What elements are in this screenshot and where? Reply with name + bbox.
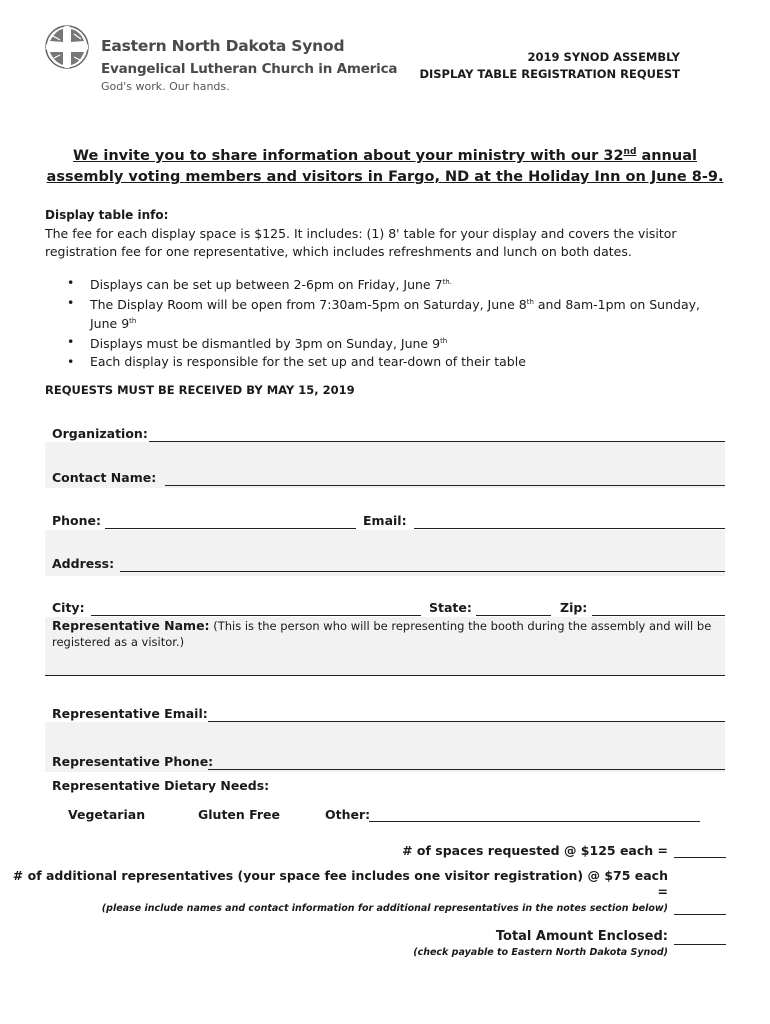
option-vegetarian[interactable]: Vegetarian: [68, 807, 146, 822]
contact-name-label: Contact Name:: [52, 470, 157, 485]
state-field[interactable]: [476, 615, 551, 616]
info-title: Display table info:: [45, 208, 169, 222]
invite-text-1: We invite you to share information about your ministry with our 32: [73, 147, 624, 164]
deadline-notice: REQUESTS MUST BE RECEIVED BY MAY 15, 2019: [45, 383, 355, 397]
rep-email-field[interactable]: [208, 721, 725, 722]
cross-globe-icon: [44, 24, 90, 70]
option-other-label: Other:: [325, 807, 371, 822]
rep-name-label: Representative Name:: [52, 618, 210, 633]
city-label: City:: [52, 600, 85, 615]
document-heading: [419, 49, 680, 83]
list-item: • Displays can be set up between 2-6pm on Friday, June $7^{th.}$: [45, 274, 725, 294]
state-label: State:: [429, 600, 472, 615]
email-label: Email:: [363, 513, 407, 528]
rep-dietary-label: Representative Dietary Needs:: [52, 778, 270, 793]
total-amount-field[interactable]: [674, 944, 726, 945]
contact-name-field[interactable]: [165, 485, 725, 486]
tagline: God's work. Our hands.: [101, 80, 230, 93]
additional-reps-field[interactable]: [674, 914, 726, 915]
address-label: Address:: [52, 556, 115, 571]
invite-text-2: annual assembly voting members and visitors in Fargo, ND at the Holiday Inn on June 8-9.: [46, 147, 724, 185]
phone-label: Phone:: [52, 513, 102, 528]
rep-name-note: (This is the person who will be representing the booth during the assembly and will be registered as a visitor.): [52, 619, 712, 649]
rep-phone-field[interactable]: [208, 769, 725, 770]
spaces-requested-field[interactable]: [674, 857, 726, 858]
org-name: Eastern North Dakota Synod: [101, 37, 345, 55]
additional-reps-equals: =: [657, 884, 668, 899]
email-field[interactable]: [414, 528, 725, 529]
option-gluten-free[interactable]: Gluten Free: [198, 807, 281, 822]
church-name: Evangelical Lutheran Church in America: [101, 61, 398, 77]
additional-reps-label: # of additional representatives (your space fee includes one visitor registration) @ $75 each: [12, 868, 668, 883]
rep-name-block: [52, 618, 722, 650]
total-amount-label: Total Amount Enclosed:: [495, 929, 668, 944]
spaces-requested-label: # of spaces requested @ $125 each =: [402, 843, 668, 858]
list-item: • Displays must be dismantled by 3pm on Sunday, June 9th: [45, 333, 725, 353]
additional-reps-note: (please include names and contact information for additional representatives in the notes section below): [101, 903, 668, 914]
phone-field[interactable]: [105, 528, 356, 529]
city-field[interactable]: [91, 615, 421, 616]
organization-field[interactable]: [149, 441, 725, 442]
zip-field[interactable]: [592, 615, 725, 616]
rep-phone-label: Representative Phone:: [52, 754, 214, 769]
option-other-field[interactable]: [369, 821, 700, 822]
info-bullets: [45, 274, 725, 370]
zip-label: Zip:: [560, 600, 588, 615]
payable-note: (check payable to Eastern North Dakota Synod): [413, 947, 668, 958]
info-body: The fee for each display space is $125. It includes: (1) 8' table for your display and covers the visitor registration fee for one representative, which includes refreshments and lunch on both dates.: [45, 226, 677, 259]
rep-name-field[interactable]: [45, 675, 725, 676]
invitation-title: [40, 142, 730, 188]
address-field[interactable]: [120, 571, 725, 572]
list-item: • Each display is responsible for the set up and tear-down of their table: [45, 353, 725, 371]
synod-logo: [44, 24, 90, 70]
rep-email-label: Representative Email:: [52, 706, 208, 721]
doc-heading-line2: DISPLAY TABLE REGISTRATION REQUEST: [419, 67, 680, 81]
organization-label: Organization:: [52, 426, 148, 441]
invite-sup: nd: [623, 147, 637, 157]
form-band: [45, 530, 725, 576]
list-item: • The Display Room will be open from 7:30am-5pm on Saturday, June 8th and 8am-1pm on Sunday, June 9th: [45, 294, 725, 333]
doc-heading-line1: 2019 SYNOD ASSEMBLY: [527, 50, 680, 64]
